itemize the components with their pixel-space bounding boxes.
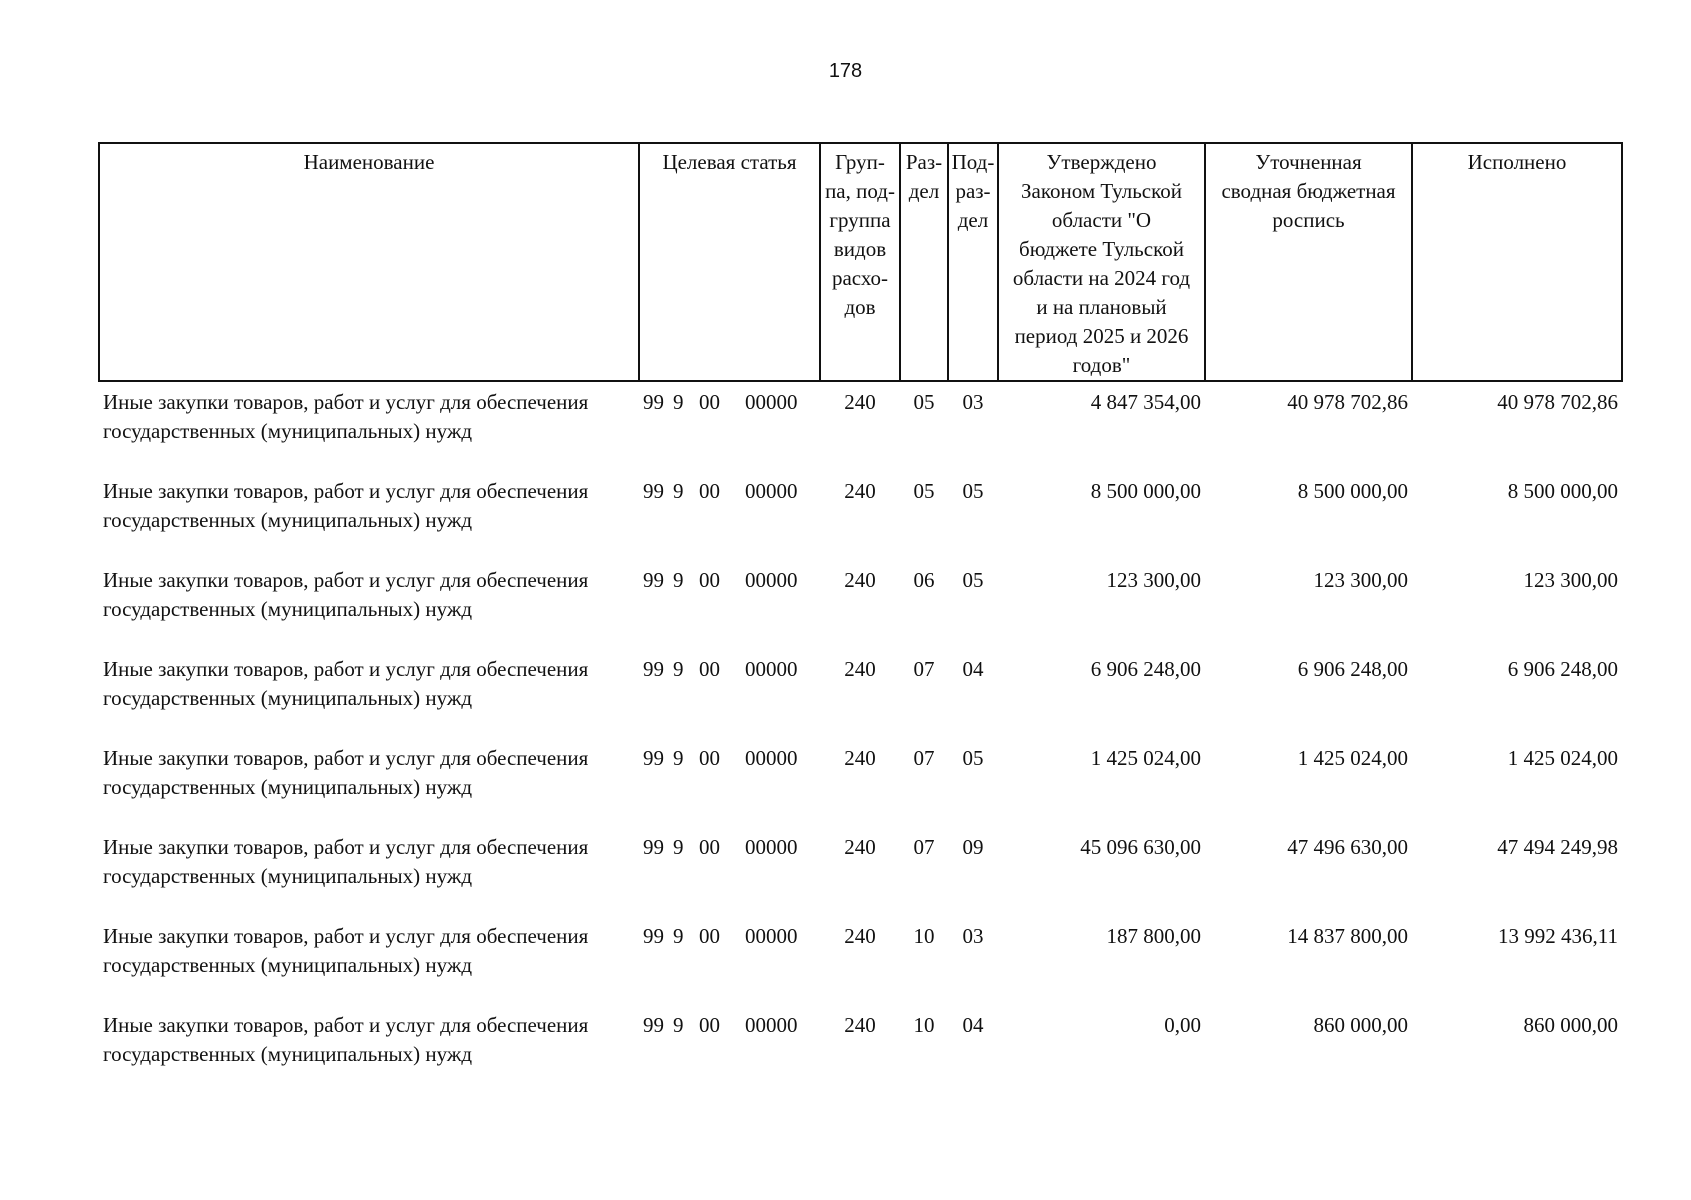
row-expense-group: 240	[844, 1013, 876, 1037]
row-name: Иные закупки товаров, работ и услуг для обеспечения государственных (муниципальных) нужд	[103, 924, 589, 977]
row-target-article	[639, 1005, 820, 1094]
row-name: Иные закупки товаров, работ и услуг для обеспечения государственных (муниципальных) нужд	[103, 657, 589, 710]
row-target-article	[639, 381, 820, 471]
row-refined: 40 978 702,86	[1287, 390, 1408, 414]
code-part: 9	[673, 835, 684, 859]
code-part: 00000	[745, 924, 798, 948]
row-section: 07	[913, 746, 935, 770]
row-executed: 47 494 249,98	[1497, 835, 1618, 859]
row-name: Иные закупки товаров, работ и услуг для обеспечения государственных (муниципальных) нужд	[103, 1013, 589, 1066]
row-approved: 4 847 354,00	[1090, 390, 1201, 414]
row-approved: 8 500 000,00	[1090, 479, 1201, 503]
header-section: Раз- дел	[900, 143, 948, 381]
header-refined: Уточненная сводная бюджетная роспись	[1205, 143, 1412, 381]
page-number: 178	[828, 60, 863, 82]
code-part: 00	[699, 479, 720, 503]
code-part: 9	[673, 746, 684, 770]
code-part: 00	[699, 835, 720, 859]
row-target-article	[639, 827, 820, 916]
row-subsection: 05	[962, 746, 984, 770]
row-section: 05	[913, 479, 935, 503]
code-part: 99	[643, 657, 664, 681]
code-part: 00	[699, 568, 720, 592]
table-body	[99, 381, 1622, 1094]
header-executed: Исполнено	[1412, 143, 1622, 381]
code-part: 99	[643, 479, 664, 503]
table-header	[99, 143, 1622, 381]
row-section: 05	[913, 390, 935, 414]
row-name: Иные закупки товаров, работ и услуг для обеспечения государственных (муниципальных) нужд	[103, 835, 589, 888]
row-expense-group: 240	[844, 568, 876, 592]
code-part: 99	[643, 568, 664, 592]
row-executed: 1 425 024,00	[1507, 746, 1618, 770]
row-refined: 8 500 000,00	[1297, 479, 1408, 503]
row-refined: 47 496 630,00	[1287, 835, 1408, 859]
table-row	[99, 827, 1622, 916]
code-part: 9	[673, 479, 684, 503]
row-name: Иные закупки товаров, работ и услуг для обеспечения государственных (муниципальных) нужд	[103, 746, 589, 799]
row-target-article	[639, 649, 820, 738]
code-part: 9	[673, 1013, 684, 1037]
header-name: Наименование	[99, 143, 639, 381]
row-refined: 6 906 248,00	[1297, 657, 1408, 681]
row-name: Иные закупки товаров, работ и услуг для обеспечения государственных (муниципальных) нужд	[103, 568, 589, 621]
row-approved: 6 906 248,00	[1090, 657, 1201, 681]
row-expense-group: 240	[844, 746, 876, 770]
row-subsection: 05	[962, 568, 984, 592]
code-part: 00	[699, 657, 720, 681]
row-approved: 187 800,00	[1106, 924, 1201, 948]
row-executed: 40 978 702,86	[1497, 390, 1618, 414]
code-part: 00	[699, 390, 720, 414]
row-executed: 6 906 248,00	[1507, 657, 1618, 681]
code-part: 99	[643, 746, 664, 770]
row-target-article	[639, 471, 820, 560]
row-subsection: 05	[962, 479, 984, 503]
row-section: 07	[913, 835, 935, 859]
row-approved: 0,00	[1164, 1013, 1201, 1037]
table-row	[99, 916, 1622, 1005]
row-approved: 123 300,00	[1106, 568, 1201, 592]
row-target-article	[639, 738, 820, 827]
code-part: 9	[673, 924, 684, 948]
table-row	[99, 471, 1622, 560]
code-part: 99	[643, 390, 664, 414]
row-approved: 45 096 630,00	[1080, 835, 1201, 859]
row-subsection: 03	[962, 390, 984, 414]
header-approved: Утверждено Законом Тульской области "О бюджете Тульской области на 2024 год и на плановый период 2025 и 2026 годов"	[998, 143, 1205, 381]
row-expense-group: 240	[844, 924, 876, 948]
row-refined: 14 837 800,00	[1287, 924, 1408, 948]
table-row	[99, 738, 1622, 827]
code-part: 00	[699, 746, 720, 770]
code-part: 00	[699, 1013, 720, 1037]
table-row	[99, 381, 1622, 471]
row-name: Иные закупки товаров, работ и услуг для обеспечения государственных (муниципальных) нужд	[103, 479, 589, 532]
row-subsection: 04	[962, 1013, 984, 1037]
row-section: 10	[913, 1013, 935, 1037]
code-part: 99	[643, 835, 664, 859]
row-refined: 123 300,00	[1313, 568, 1408, 592]
code-part: 9	[673, 657, 684, 681]
row-name: Иные закупки товаров, работ и услуг для обеспечения государственных (муниципальных) нужд	[103, 390, 589, 443]
row-section: 10	[913, 924, 935, 948]
code-part: 00	[699, 924, 720, 948]
row-executed: 860 000,00	[1523, 1013, 1618, 1037]
row-expense-group: 240	[844, 835, 876, 859]
code-part: 9	[673, 390, 684, 414]
header-expense-group: Груп- па, под- группа видов расхо- дов	[820, 143, 900, 381]
code-part: 9	[673, 568, 684, 592]
header-target-article: Целевая статья	[639, 143, 820, 381]
header-subsection: Под- раз- дел	[948, 143, 998, 381]
code-part: 00000	[745, 390, 798, 414]
code-part: 00000	[745, 1013, 798, 1037]
row-section: 06	[913, 568, 935, 592]
row-executed: 8 500 000,00	[1507, 479, 1618, 503]
row-approved: 1 425 024,00	[1090, 746, 1201, 770]
row-section: 07	[913, 657, 935, 681]
row-executed: 123 300,00	[1523, 568, 1618, 592]
row-executed: 13 992 436,11	[1498, 924, 1618, 948]
code-part: 99	[643, 924, 664, 948]
budget-table	[98, 142, 1623, 1094]
row-subsection: 04	[962, 657, 984, 681]
row-subsection: 03	[962, 924, 984, 948]
row-expense-group: 240	[844, 657, 876, 681]
code-part: 99	[643, 1013, 664, 1037]
code-part: 00000	[745, 746, 798, 770]
code-part: 00000	[745, 835, 798, 859]
table-row	[99, 560, 1622, 649]
row-refined: 860 000,00	[1313, 1013, 1408, 1037]
row-expense-group: 240	[844, 390, 876, 414]
header-row	[99, 143, 1622, 381]
row-refined: 1 425 024,00	[1297, 746, 1408, 770]
code-part: 00000	[745, 657, 798, 681]
table-row	[99, 1005, 1622, 1094]
row-target-article	[639, 916, 820, 1005]
table-row	[99, 649, 1622, 738]
code-part: 00000	[745, 479, 798, 503]
row-subsection: 09	[962, 835, 984, 859]
code-part: 00000	[745, 568, 798, 592]
row-expense-group: 240	[844, 479, 876, 503]
row-target-article	[639, 560, 820, 649]
